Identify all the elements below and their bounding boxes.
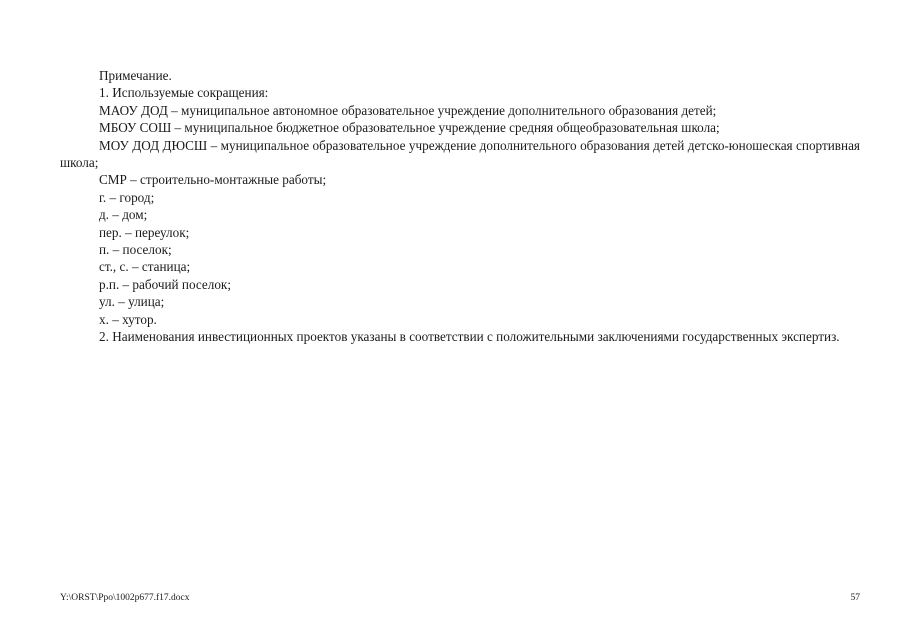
abbreviation-city: г. – город;	[99, 189, 155, 205]
abbreviation-mbou-sosh: МБОУ СОШ – муниципальное бюджетное образовательное учреждение средняя общеобразовательная школа;	[99, 120, 720, 136]
abbreviation-mou-dod-dyussh: МОУ ДОД ДЮСШ – муниципальное образовательное учреждение дополнительного образования детей детско-юношеская спортивная школа;	[60, 137, 860, 171]
note-body	[60, 67, 860, 346]
abbreviation-lane: пер. – переулок;	[99, 224, 190, 240]
abbreviation-maou-dod: МАОУ ДОД – муниципальное автономное образовательное учреждение дополнительного образования детей;	[99, 102, 717, 118]
footer-page-number: 57	[850, 593, 860, 603]
abbreviations-heading: 1. Используемые сокращения:	[99, 85, 269, 101]
note-item-2: 2. Наименования инвестиционных проектов указаны в соответствии с положительными заключениями государственных экспертиз.	[99, 329, 840, 345]
note-heading: Примечание.	[99, 68, 172, 83]
abbreviation-workers-settlement: р.п. – рабочий поселок;	[99, 276, 231, 292]
abbreviation-street: ул. – улица;	[99, 294, 165, 310]
page-footer	[60, 591, 860, 605]
abbreviation-house: д. – дом;	[99, 207, 148, 223]
abbreviation-stanitsa: ст., с. – станица;	[99, 259, 191, 275]
abbreviation-settlement: п. – поселок;	[99, 242, 172, 258]
abbreviation-smr: СМР – строительно-монтажные работы;	[99, 172, 327, 188]
footer-file-path: Y:\ORST\Ppo\1002p677.f17.docx	[60, 593, 190, 603]
abbreviation-khutor: х. – хутор.	[99, 311, 157, 327]
